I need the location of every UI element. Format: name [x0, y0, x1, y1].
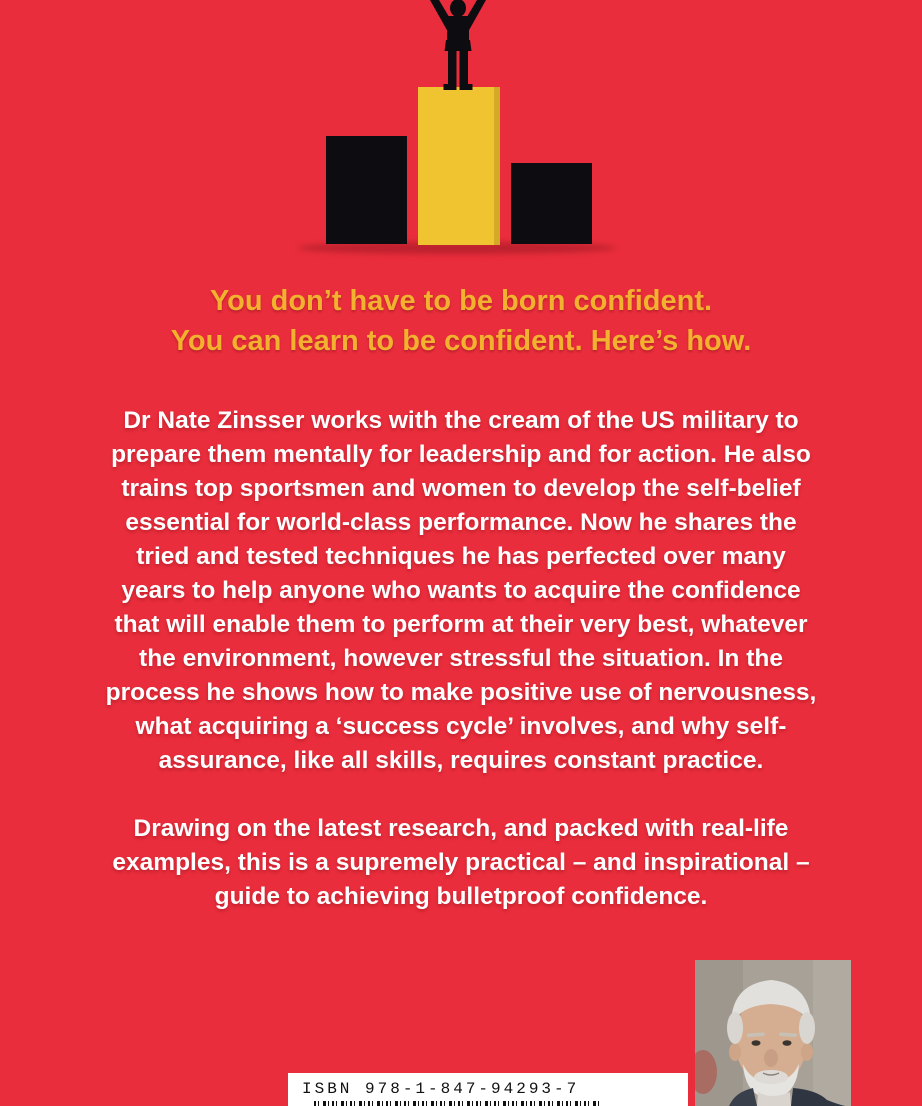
blurb-line: tried and tested techniques he has perfected over many: [136, 543, 786, 570]
blurb-line: assurance, like all skills, requires constant practice.: [158, 747, 764, 774]
blurb-line: examples, this is a supremely practical – and inspirational –: [112, 849, 810, 876]
blurb-line: process he shows how to make positive use of nervousness,: [105, 679, 817, 706]
tagline: [0, 281, 922, 361]
author-photo: [695, 960, 851, 1106]
podium-first-place-bar: [418, 87, 500, 245]
tagline-line: You can learn to be confident. Here’s how.: [170, 325, 752, 357]
tagline-line: You don’t have to be born confident.: [209, 285, 713, 317]
blurb-line: the environment, however stressful the situation. In the: [139, 645, 783, 672]
isbn-block: [288, 1073, 688, 1106]
blurb-paragraph-2: [91, 812, 831, 914]
blurb-line: years to help anyone who wants to acquire the confidence: [121, 577, 801, 604]
podium-second-place-bar: [326, 136, 407, 244]
blurb-line: Dr Nate Zinsser works with the cream of the US military to: [123, 407, 799, 434]
isbn-number: ISBN 978-1-847-94293-7: [302, 1080, 580, 1098]
podium-third-place-bar: [511, 163, 592, 244]
isbn-barcode: [314, 1101, 600, 1106]
blurb-line: Drawing on the latest research, and packed with real-life: [133, 815, 789, 842]
author-portrait-graphic: [695, 960, 851, 1106]
blurb-line: what acquiring a ‘success cycle’ involves, and why self-: [135, 713, 787, 740]
blurb-line: guide to achieving bulletproof confidence.: [214, 883, 708, 910]
blurb-line: prepare them mentally for leadership and for action. He also: [111, 441, 811, 468]
podium-illustration: [0, 0, 922, 260]
blurb-line: trains top sportsmen and women to develop the self-belief: [121, 475, 801, 502]
blurb-line: essential for world-class performance. Now he shares the: [125, 509, 797, 536]
blurb-line: that will enable them to perform at their very best, whatever: [114, 611, 808, 638]
winner-silhouette-icon: [428, 0, 488, 92]
blurb-paragraph-1: [91, 404, 831, 778]
